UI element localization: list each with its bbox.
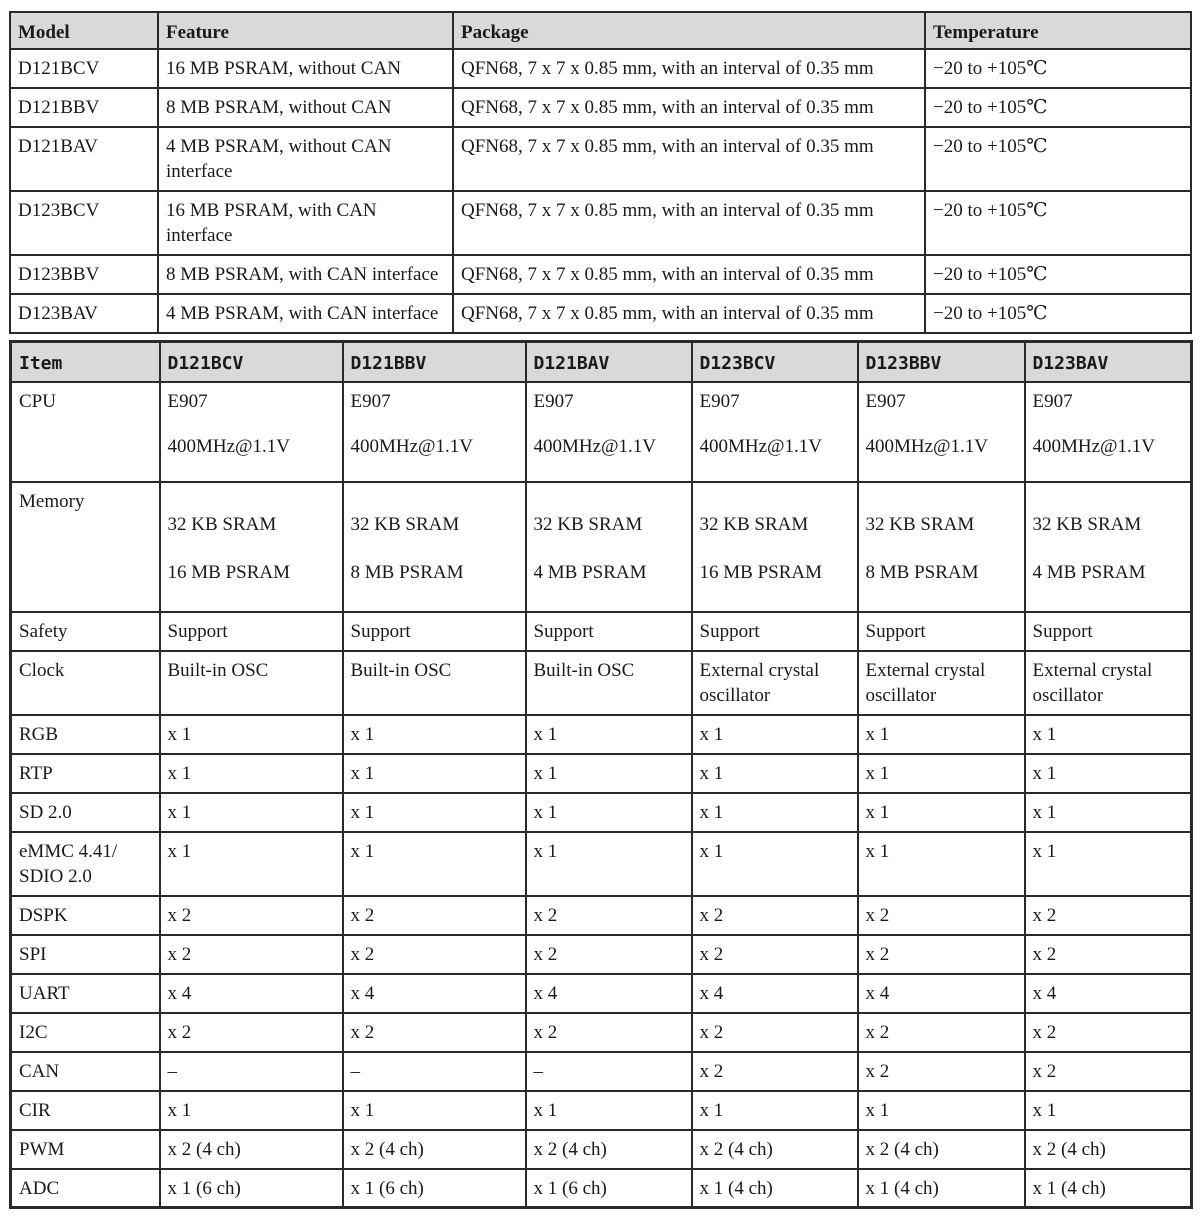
cpu-core: E907 xyxy=(167,390,208,412)
spec-cell: x 4 xyxy=(526,974,692,1013)
feature-cell: 16 MB PSRAM, without CAN xyxy=(158,49,453,88)
spec-cell xyxy=(160,382,343,482)
spec-cell: x 1 xyxy=(858,754,1025,793)
memory-psram: 16 MB PSRAM xyxy=(167,561,290,583)
spec-rows xyxy=(11,612,1192,1208)
memory-psram: 8 MB PSRAM xyxy=(350,561,464,583)
cpu-frequency: 400MHz@1.1V xyxy=(1032,435,1156,457)
spec-cell: x 2 (4 ch) xyxy=(858,1130,1025,1169)
spec-cell: x 1 xyxy=(1025,793,1192,832)
feature-cell: 8 MB PSRAM, with CAN interface xyxy=(158,255,453,294)
table-row xyxy=(10,255,1191,294)
spec-cell: x 2 (4 ch) xyxy=(526,1130,692,1169)
table-row xyxy=(11,754,1192,793)
spec-cell: x 2 xyxy=(526,1013,692,1052)
memory-psram: 4 MB PSRAM xyxy=(533,561,647,583)
cpu-core: E907 xyxy=(1032,390,1073,412)
header-model: D121BCV xyxy=(160,342,343,382)
table-row xyxy=(11,896,1192,935)
row-label: RTP xyxy=(11,754,160,793)
package-cell: QFN68, 7 x 7 x 0.85 mm, with an interval of 0.35 mm xyxy=(453,49,925,88)
specs-header-row xyxy=(11,342,1192,382)
temperature-cell: −20 to +105℃ xyxy=(925,88,1191,127)
spec-cell: x 4 xyxy=(858,974,1025,1013)
spec-cell: x 1 xyxy=(692,754,858,793)
memory-sram: 32 KB SRAM xyxy=(533,513,643,535)
cpu-frequency: 400MHz@1.1V xyxy=(699,435,823,457)
feature-cell: 4 MB PSRAM, without CAN interface xyxy=(158,127,453,191)
spec-cell: x 1 (6 ch) xyxy=(160,1169,343,1208)
memory-sram: 32 KB SRAM xyxy=(699,513,809,535)
cpu-frequency: 400MHz@1.1V xyxy=(167,435,291,457)
spec-cell: x 1 xyxy=(858,832,1025,896)
feature-cell: 4 MB PSRAM, with CAN interface xyxy=(158,294,453,333)
header-model: D123BBV xyxy=(858,342,1025,382)
spec-cell: x 2 xyxy=(858,935,1025,974)
spec-cell: x 1 xyxy=(692,793,858,832)
spec-cell: x 1 (4 ch) xyxy=(692,1169,858,1208)
memory-sram: 32 KB SRAM xyxy=(865,513,975,535)
spec-cell xyxy=(526,482,692,612)
spec-cell: x 2 xyxy=(1025,896,1192,935)
spec-cell xyxy=(692,482,858,612)
spec-cell: – xyxy=(526,1052,692,1091)
spec-cell: x 1 xyxy=(526,1091,692,1130)
cpu-frequency: 400MHz@1.1V xyxy=(350,435,474,457)
package-cell: QFN68, 7 x 7 x 0.85 mm, with an interval of 0.35 mm xyxy=(453,294,925,333)
spec-cell: x 1 xyxy=(526,754,692,793)
spec-cell: x 1 xyxy=(1025,832,1192,896)
table-row xyxy=(11,1091,1192,1130)
spec-cell: x 1 xyxy=(160,1091,343,1130)
package-cell: QFN68, 7 x 7 x 0.85 mm, with an interval of 0.35 mm xyxy=(453,191,925,255)
header-model: D123BAV xyxy=(1025,342,1192,382)
spec-cell xyxy=(692,382,858,482)
table-row xyxy=(11,1013,1192,1052)
spec-cell: x 2 xyxy=(343,896,526,935)
spec-cell: x 2 xyxy=(160,935,343,974)
cpu-core: E907 xyxy=(350,390,391,412)
table-row xyxy=(11,974,1192,1013)
spec-cell: x 4 xyxy=(160,974,343,1013)
memory-sram: 32 KB SRAM xyxy=(350,513,460,535)
memory-sram: 32 KB SRAM xyxy=(167,513,277,535)
cpu-core: E907 xyxy=(865,390,906,412)
spec-cell: x 2 (4 ch) xyxy=(343,1130,526,1169)
spec-cell: x 1 xyxy=(1025,754,1192,793)
spec-cell: Built-in OSC xyxy=(526,651,692,715)
spec-cell: Support xyxy=(160,612,343,651)
spec-cell: x 1 xyxy=(343,754,526,793)
spec-cell: x 1 xyxy=(1025,1091,1192,1130)
spec-cell: x 2 xyxy=(1025,935,1192,974)
spec-cell xyxy=(858,382,1025,482)
table-row xyxy=(11,382,1192,482)
spec-cell: x 1 (6 ch) xyxy=(343,1169,526,1208)
spec-cell: External crystal oscillator xyxy=(858,651,1025,715)
row-label: SD 2.0 xyxy=(11,793,160,832)
spec-cell: – xyxy=(343,1052,526,1091)
row-label: I2C xyxy=(11,1013,160,1052)
row-label: Memory xyxy=(11,482,160,612)
spec-cell: x 1 xyxy=(1025,715,1192,754)
feature-cell: 16 MB PSRAM, with CAN interface xyxy=(158,191,453,255)
spec-cell: x 1 xyxy=(692,715,858,754)
row-label: RGB xyxy=(11,715,160,754)
table-row xyxy=(11,715,1192,754)
header-model: D121BAV xyxy=(526,342,692,382)
temperature-cell: −20 to +105℃ xyxy=(925,127,1191,191)
spec-cell xyxy=(343,482,526,612)
spec-cell: Support xyxy=(692,612,858,651)
table-row xyxy=(11,793,1192,832)
spec-cell: x 1 xyxy=(160,832,343,896)
spec-cell: x 1 xyxy=(858,1091,1025,1130)
row-label: Safety xyxy=(11,612,160,651)
spec-cell: Built-in OSC xyxy=(160,651,343,715)
temperature-cell: −20 to +105℃ xyxy=(925,191,1191,255)
row-label: SPI xyxy=(11,935,160,974)
spec-cell: External crystal oscillator xyxy=(692,651,858,715)
spec-cell: x 2 xyxy=(526,935,692,974)
header-model: D121BBV xyxy=(343,342,526,382)
spec-cell: x 1 xyxy=(526,715,692,754)
spec-cell: x 1 (6 ch) xyxy=(526,1169,692,1208)
table-row xyxy=(11,651,1192,715)
table-row xyxy=(11,612,1192,651)
spec-cell: x 4 xyxy=(692,974,858,1013)
spec-cell: x 1 xyxy=(692,832,858,896)
package-cell: QFN68, 7 x 7 x 0.85 mm, with an interval of 0.35 mm xyxy=(453,127,925,191)
spec-cell: x 1 xyxy=(160,715,343,754)
temperature-cell: −20 to +105℃ xyxy=(925,49,1191,88)
spec-cell: x 1 xyxy=(160,793,343,832)
specs-table xyxy=(9,340,1193,1209)
spec-cell: x 2 (4 ch) xyxy=(692,1130,858,1169)
spec-cell: x 2 xyxy=(858,1013,1025,1052)
package-cell: QFN68, 7 x 7 x 0.85 mm, with an interval of 0.35 mm xyxy=(453,255,925,294)
header-model: D123BCV xyxy=(692,342,858,382)
spec-cell: x 1 xyxy=(343,832,526,896)
model-cell: D123BCV xyxy=(10,191,158,255)
row-label: eMMC 4.41/ SDIO 2.0 xyxy=(11,832,160,896)
table-row xyxy=(10,88,1191,127)
table-row xyxy=(11,832,1192,896)
spec-cell: x 2 xyxy=(343,1013,526,1052)
spec-cell: x 2 (4 ch) xyxy=(160,1130,343,1169)
cpu-frequency: 400MHz@1.1V xyxy=(533,435,657,457)
row-label: PWM xyxy=(11,1130,160,1169)
spec-cell: Support xyxy=(858,612,1025,651)
spec-cell: x 2 xyxy=(692,896,858,935)
package-cell: QFN68, 7 x 7 x 0.85 mm, with an interval of 0.35 mm xyxy=(453,88,925,127)
spec-cell: x 2 (4 ch) xyxy=(1025,1130,1192,1169)
spec-cell: Support xyxy=(1025,612,1192,651)
spec-cell xyxy=(1025,382,1192,482)
table-row xyxy=(10,191,1191,255)
spec-cell: x 2 xyxy=(692,1013,858,1052)
models-header-row xyxy=(10,12,1191,49)
memory-psram: 4 MB PSRAM xyxy=(1032,561,1146,583)
temperature-cell: −20 to +105℃ xyxy=(925,255,1191,294)
model-cell: D123BAV xyxy=(10,294,158,333)
spec-cell: x 1 (4 ch) xyxy=(1025,1169,1192,1208)
spec-cell: Built-in OSC xyxy=(343,651,526,715)
spec-cell: x 1 xyxy=(160,754,343,793)
spec-cell: x 1 xyxy=(526,793,692,832)
spec-cell: x 1 xyxy=(526,832,692,896)
row-label: Clock xyxy=(11,651,160,715)
spec-cell xyxy=(343,382,526,482)
cpu-core: E907 xyxy=(699,390,740,412)
spec-cell: x 2 xyxy=(526,896,692,935)
row-label: CPU xyxy=(11,382,160,482)
row-label: CAN xyxy=(11,1052,160,1091)
feature-cell: 8 MB PSRAM, without CAN xyxy=(158,88,453,127)
spec-cell: x 2 xyxy=(160,1013,343,1052)
table-row xyxy=(11,1052,1192,1091)
model-cell: D121BBV xyxy=(10,88,158,127)
spec-cell: x 2 xyxy=(1025,1013,1192,1052)
table-row xyxy=(11,1169,1192,1208)
header-feature: Feature xyxy=(158,12,453,49)
spec-cell: x 1 xyxy=(343,1091,526,1130)
spec-cell: External crystal oscillator xyxy=(1025,651,1192,715)
header-package: Package xyxy=(453,12,925,49)
spec-cell: x 2 xyxy=(858,896,1025,935)
row-label: UART xyxy=(11,974,160,1013)
cpu-frequency: 400MHz@1.1V xyxy=(865,435,989,457)
spec-cell: x 1 xyxy=(858,715,1025,754)
model-cell: D123BBV xyxy=(10,255,158,294)
table-row xyxy=(11,482,1192,612)
spec-cell: x 1 xyxy=(343,793,526,832)
memory-psram: 16 MB PSRAM xyxy=(699,561,822,583)
spec-cell: x 4 xyxy=(343,974,526,1013)
spec-cell xyxy=(1025,482,1192,612)
spec-cell xyxy=(526,382,692,482)
row-label: DSPK xyxy=(11,896,160,935)
spec-cell: x 2 xyxy=(692,1052,858,1091)
table-row xyxy=(10,49,1191,88)
spec-cell: – xyxy=(160,1052,343,1091)
header-model: Model xyxy=(10,12,158,49)
table-row xyxy=(10,294,1191,333)
model-cell: D121BAV xyxy=(10,127,158,191)
spec-cell: x 1 xyxy=(858,793,1025,832)
spec-cell: x 4 xyxy=(1025,974,1192,1013)
row-label: CIR xyxy=(11,1091,160,1130)
header-item: Item xyxy=(11,342,160,382)
table-row xyxy=(10,127,1191,191)
spec-cell: x 2 xyxy=(160,896,343,935)
table-row xyxy=(11,1130,1192,1169)
memory-psram: 8 MB PSRAM xyxy=(865,561,979,583)
spec-cell: x 2 xyxy=(692,935,858,974)
spec-cell: Support xyxy=(526,612,692,651)
models-table xyxy=(9,11,1192,334)
spec-cell: x 1 (4 ch) xyxy=(858,1169,1025,1208)
spec-cell: x 1 xyxy=(343,715,526,754)
row-label: ADC xyxy=(11,1169,160,1208)
header-temperature: Temperature xyxy=(925,12,1191,49)
spec-cell: x 2 xyxy=(1025,1052,1192,1091)
model-cell: D121BCV xyxy=(10,49,158,88)
spec-cell: x 2 xyxy=(343,935,526,974)
cpu-core: E907 xyxy=(533,390,574,412)
spec-cell: x 2 xyxy=(858,1052,1025,1091)
spec-cell xyxy=(858,482,1025,612)
memory-sram: 32 KB SRAM xyxy=(1032,513,1142,535)
spec-cell: x 1 xyxy=(692,1091,858,1130)
table-row xyxy=(11,935,1192,974)
spec-cell: Support xyxy=(343,612,526,651)
spec-cell xyxy=(160,482,343,612)
temperature-cell: −20 to +105℃ xyxy=(925,294,1191,333)
